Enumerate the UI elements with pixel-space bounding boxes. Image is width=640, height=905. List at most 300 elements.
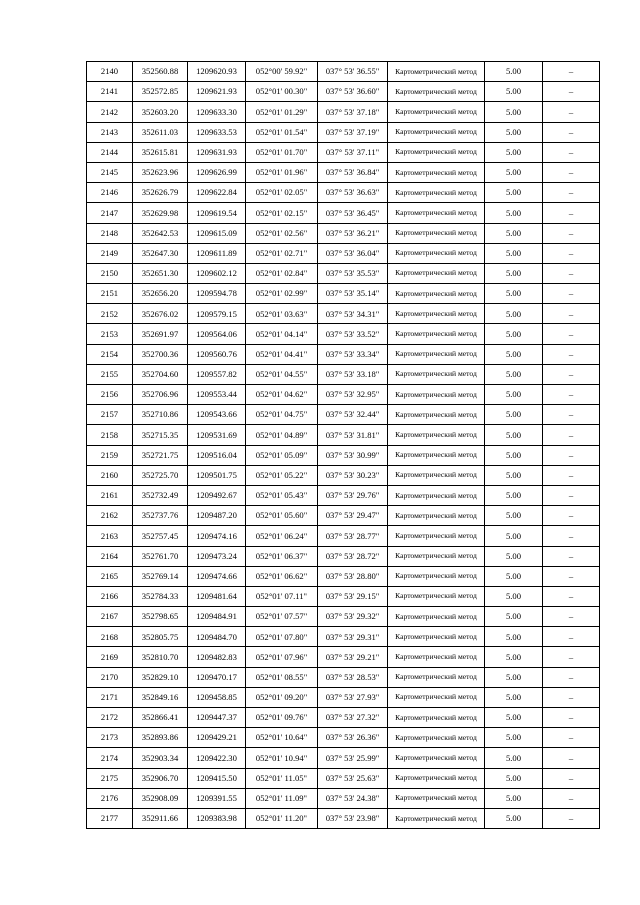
latitude-cell: 052°01' 07.57": [246, 607, 318, 627]
longitude-cell: 037° 53' 37.11": [318, 142, 388, 162]
accuracy-cell: 5.00: [485, 223, 543, 243]
method-cell: Картометрический метод: [388, 566, 485, 586]
method-cell: Картометрический метод: [388, 586, 485, 606]
latitude-cell: 052°01' 01.70": [246, 142, 318, 162]
method-cell: Картометрический метод: [388, 667, 485, 687]
note-cell: –: [543, 506, 600, 526]
accuracy-cell: 5.00: [485, 708, 543, 728]
coord-x-cell: 352761.70: [133, 546, 188, 566]
coord-y-cell: 1209422.30: [188, 748, 246, 768]
longitude-cell: 037° 53' 30.23": [318, 465, 388, 485]
table-row: [87, 566, 600, 586]
latitude-cell: 052°01' 09.76": [246, 708, 318, 728]
latitude-cell: 052°01' 04.14": [246, 324, 318, 344]
method-cell: Картометрический метод: [388, 627, 485, 647]
method-cell: Картометрический метод: [388, 748, 485, 768]
coord-x-cell: 352651.30: [133, 263, 188, 283]
point-number-cell: 2154: [87, 344, 133, 364]
coord-x-cell: 352810.70: [133, 647, 188, 667]
point-number-cell: 2173: [87, 728, 133, 748]
note-cell: –: [543, 546, 600, 566]
coord-y-cell: 1209481.64: [188, 586, 246, 606]
point-number-cell: 2159: [87, 445, 133, 465]
coord-y-cell: 1209579.15: [188, 304, 246, 324]
method-cell: Картометрический метод: [388, 364, 485, 384]
accuracy-cell: 5.00: [485, 485, 543, 505]
point-number-cell: 2148: [87, 223, 133, 243]
point-number-cell: 2140: [87, 62, 133, 82]
accuracy-cell: 5.00: [485, 263, 543, 283]
method-cell: Картометрический метод: [388, 223, 485, 243]
point-number-cell: 2141: [87, 82, 133, 102]
method-cell: Картометрический метод: [388, 728, 485, 748]
point-number-cell: 2176: [87, 788, 133, 808]
note-cell: –: [543, 627, 600, 647]
method-cell: Картометрический метод: [388, 324, 485, 344]
coord-x-cell: 352623.96: [133, 162, 188, 182]
coord-x-cell: 352560.88: [133, 62, 188, 82]
coord-x-cell: 352647.30: [133, 243, 188, 263]
point-number-cell: 2152: [87, 304, 133, 324]
point-number-cell: 2172: [87, 708, 133, 728]
latitude-cell: 052°01' 02.15": [246, 203, 318, 223]
table-row: [87, 263, 600, 283]
longitude-cell: 037° 53' 33.34": [318, 344, 388, 364]
method-cell: Картометрический метод: [388, 344, 485, 364]
longitude-cell: 037° 53' 28.53": [318, 667, 388, 687]
coord-x-cell: 352642.53: [133, 223, 188, 243]
table-row: [87, 203, 600, 223]
method-cell: Картометрический метод: [388, 788, 485, 808]
method-cell: Картометрический метод: [388, 122, 485, 142]
note-cell: –: [543, 808, 600, 828]
point-number-cell: 2161: [87, 485, 133, 505]
accuracy-cell: 5.00: [485, 526, 543, 546]
longitude-cell: 037° 53' 24.38": [318, 788, 388, 808]
longitude-cell: 037° 53' 36.21": [318, 223, 388, 243]
accuracy-cell: 5.00: [485, 62, 543, 82]
longitude-cell: 037° 53' 29.76": [318, 485, 388, 505]
table-row: [87, 687, 600, 707]
accuracy-cell: 5.00: [485, 768, 543, 788]
table-row: [87, 223, 600, 243]
coord-y-cell: 1209619.54: [188, 203, 246, 223]
longitude-cell: 037° 53' 29.47": [318, 506, 388, 526]
table-row: [87, 142, 600, 162]
accuracy-cell: 5.00: [485, 162, 543, 182]
table-row: [87, 748, 600, 768]
table-row: [87, 788, 600, 808]
latitude-cell: 052°01' 05.09": [246, 445, 318, 465]
latitude-cell: 052°01' 11.20": [246, 808, 318, 828]
coord-y-cell: 1209484.91: [188, 607, 246, 627]
coord-x-cell: 352829.10: [133, 667, 188, 687]
longitude-cell: 037° 53' 36.84": [318, 162, 388, 182]
note-cell: –: [543, 768, 600, 788]
note-cell: –: [543, 82, 600, 102]
note-cell: –: [543, 485, 600, 505]
point-number-cell: 2166: [87, 586, 133, 606]
latitude-cell: 052°01' 02.71": [246, 243, 318, 263]
coord-x-cell: 352691.97: [133, 324, 188, 344]
latitude-cell: 052°01' 02.99": [246, 284, 318, 304]
latitude-cell: 052°01' 02.84": [246, 263, 318, 283]
point-number-cell: 2149: [87, 243, 133, 263]
coord-x-cell: 352908.09: [133, 788, 188, 808]
point-number-cell: 2146: [87, 183, 133, 203]
coord-y-cell: 1209564.06: [188, 324, 246, 344]
note-cell: –: [543, 405, 600, 425]
coord-y-cell: 1209458.85: [188, 687, 246, 707]
longitude-cell: 037° 53' 31.81": [318, 425, 388, 445]
note-cell: –: [543, 142, 600, 162]
note-cell: –: [543, 102, 600, 122]
coord-x-cell: 352710.86: [133, 405, 188, 425]
coord-y-cell: 1209492.67: [188, 485, 246, 505]
longitude-cell: 037° 53' 35.14": [318, 284, 388, 304]
table-row: [87, 82, 600, 102]
accuracy-cell: 5.00: [485, 586, 543, 606]
coord-x-cell: 352903.34: [133, 748, 188, 768]
table-row: [87, 667, 600, 687]
point-number-cell: 2144: [87, 142, 133, 162]
note-cell: –: [543, 687, 600, 707]
coordinates-table-body: [87, 62, 600, 829]
method-cell: Картометрический метод: [388, 506, 485, 526]
longitude-cell: 037° 53' 26.36": [318, 728, 388, 748]
coord-y-cell: 1209470.17: [188, 667, 246, 687]
latitude-cell: 052°01' 05.22": [246, 465, 318, 485]
coord-x-cell: 352611.03: [133, 122, 188, 142]
note-cell: –: [543, 62, 600, 82]
method-cell: Картометрический метод: [388, 808, 485, 828]
coord-y-cell: 1209633.53: [188, 122, 246, 142]
coord-x-cell: 352866.41: [133, 708, 188, 728]
method-cell: Картометрический метод: [388, 62, 485, 82]
latitude-cell: 052°01' 11.09": [246, 788, 318, 808]
latitude-cell: 052°01' 07.96": [246, 647, 318, 667]
accuracy-cell: 5.00: [485, 687, 543, 707]
latitude-cell: 052°01' 03.63": [246, 304, 318, 324]
table-row: [87, 364, 600, 384]
coord-x-cell: 352715.35: [133, 425, 188, 445]
note-cell: –: [543, 566, 600, 586]
point-number-cell: 2171: [87, 687, 133, 707]
longitude-cell: 037° 53' 29.21": [318, 647, 388, 667]
coord-y-cell: 1209543.66: [188, 405, 246, 425]
table-row: [87, 708, 600, 728]
coord-x-cell: 352572.85: [133, 82, 188, 102]
table-row: [87, 465, 600, 485]
point-number-cell: 2158: [87, 425, 133, 445]
method-cell: Картометрический метод: [388, 405, 485, 425]
coord-x-cell: 352626.79: [133, 183, 188, 203]
coord-y-cell: 1209557.82: [188, 364, 246, 384]
latitude-cell: 052°01' 10.94": [246, 748, 318, 768]
latitude-cell: 052°01' 08.55": [246, 667, 318, 687]
coord-y-cell: 1209633.30: [188, 102, 246, 122]
point-number-cell: 2175: [87, 768, 133, 788]
accuracy-cell: 5.00: [485, 385, 543, 405]
method-cell: Картометрический метод: [388, 385, 485, 405]
note-cell: –: [543, 607, 600, 627]
longitude-cell: 037° 53' 37.19": [318, 122, 388, 142]
longitude-cell: 037° 53' 36.60": [318, 82, 388, 102]
coord-y-cell: 1209501.75: [188, 465, 246, 485]
coord-x-cell: 352805.75: [133, 627, 188, 647]
method-cell: Картометрический метод: [388, 485, 485, 505]
accuracy-cell: 5.00: [485, 284, 543, 304]
coord-y-cell: 1209516.04: [188, 445, 246, 465]
note-cell: –: [543, 708, 600, 728]
table-row: [87, 405, 600, 425]
note-cell: –: [543, 526, 600, 546]
latitude-cell: 052°01' 01.96": [246, 162, 318, 182]
note-cell: –: [543, 445, 600, 465]
longitude-cell: 037° 53' 30.99": [318, 445, 388, 465]
longitude-cell: 037° 53' 29.15": [318, 586, 388, 606]
note-cell: –: [543, 385, 600, 405]
longitude-cell: 037° 53' 27.32": [318, 708, 388, 728]
accuracy-cell: 5.00: [485, 808, 543, 828]
latitude-cell: 052°01' 01.29": [246, 102, 318, 122]
table-row: [87, 808, 600, 828]
coord-y-cell: 1209626.99: [188, 162, 246, 182]
latitude-cell: 052°01' 10.64": [246, 728, 318, 748]
point-number-cell: 2177: [87, 808, 133, 828]
note-cell: –: [543, 263, 600, 283]
table-row: [87, 607, 600, 627]
coord-x-cell: 352757.45: [133, 526, 188, 546]
latitude-cell: 052°01' 04.55": [246, 364, 318, 384]
point-number-cell: 2157: [87, 405, 133, 425]
method-cell: Картометрический метод: [388, 304, 485, 324]
longitude-cell: 037° 53' 27.93": [318, 687, 388, 707]
note-cell: –: [543, 223, 600, 243]
coord-x-cell: 352732.49: [133, 485, 188, 505]
accuracy-cell: 5.00: [485, 647, 543, 667]
note-cell: –: [543, 748, 600, 768]
latitude-cell: 052°01' 00.30": [246, 82, 318, 102]
latitude-cell: 052°01' 01.54": [246, 122, 318, 142]
note-cell: –: [543, 284, 600, 304]
coord-x-cell: 352700.36: [133, 344, 188, 364]
coord-y-cell: 1209631.93: [188, 142, 246, 162]
coord-y-cell: 1209621.93: [188, 82, 246, 102]
note-cell: –: [543, 788, 600, 808]
latitude-cell: 052°01' 05.60": [246, 506, 318, 526]
note-cell: –: [543, 667, 600, 687]
method-cell: Картометрический метод: [388, 82, 485, 102]
longitude-cell: 037° 53' 36.45": [318, 203, 388, 223]
table-row: [87, 506, 600, 526]
coord-x-cell: 352893.86: [133, 728, 188, 748]
longitude-cell: 037° 53' 35.53": [318, 263, 388, 283]
point-number-cell: 2153: [87, 324, 133, 344]
method-cell: Картометрический метод: [388, 425, 485, 445]
table-row: [87, 284, 600, 304]
latitude-cell: 052°01' 06.62": [246, 566, 318, 586]
longitude-cell: 037° 53' 28.80": [318, 566, 388, 586]
method-cell: Картометрический метод: [388, 546, 485, 566]
method-cell: Картометрический метод: [388, 284, 485, 304]
accuracy-cell: 5.00: [485, 82, 543, 102]
note-cell: –: [543, 344, 600, 364]
latitude-cell: 052°01' 07.80": [246, 627, 318, 647]
point-number-cell: 2151: [87, 284, 133, 304]
accuracy-cell: 5.00: [485, 102, 543, 122]
method-cell: Картометрический метод: [388, 465, 485, 485]
accuracy-cell: 5.00: [485, 183, 543, 203]
note-cell: –: [543, 465, 600, 485]
latitude-cell: 052°01' 02.05": [246, 183, 318, 203]
table-row: [87, 122, 600, 142]
accuracy-cell: 5.00: [485, 344, 543, 364]
accuracy-cell: 5.00: [485, 788, 543, 808]
method-cell: Картометрический метод: [388, 445, 485, 465]
table-row: [87, 526, 600, 546]
longitude-cell: 037° 53' 34.31": [318, 304, 388, 324]
note-cell: –: [543, 162, 600, 182]
latitude-cell: 052°01' 05.43": [246, 485, 318, 505]
coord-x-cell: 352629.98: [133, 203, 188, 223]
note-cell: –: [543, 183, 600, 203]
accuracy-cell: 5.00: [485, 425, 543, 445]
method-cell: Картометрический метод: [388, 203, 485, 223]
note-cell: –: [543, 304, 600, 324]
accuracy-cell: 5.00: [485, 566, 543, 586]
accuracy-cell: 5.00: [485, 304, 543, 324]
coord-x-cell: 352725.70: [133, 465, 188, 485]
note-cell: –: [543, 728, 600, 748]
table-row: [87, 425, 600, 445]
point-number-cell: 2169: [87, 647, 133, 667]
coord-y-cell: 1209622.84: [188, 183, 246, 203]
point-number-cell: 2174: [87, 748, 133, 768]
method-cell: Картометрический метод: [388, 263, 485, 283]
accuracy-cell: 5.00: [485, 243, 543, 263]
longitude-cell: 037° 53' 29.31": [318, 627, 388, 647]
point-number-cell: 2170: [87, 667, 133, 687]
method-cell: Картометрический метод: [388, 607, 485, 627]
note-cell: –: [543, 425, 600, 445]
longitude-cell: 037° 53' 37.18": [318, 102, 388, 122]
coord-y-cell: 1209594.78: [188, 284, 246, 304]
table-row: [87, 647, 600, 667]
coord-y-cell: 1209531.69: [188, 425, 246, 445]
latitude-cell: 052°01' 04.41": [246, 344, 318, 364]
latitude-cell: 052°01' 04.89": [246, 425, 318, 445]
method-cell: Картометрический метод: [388, 647, 485, 667]
note-cell: –: [543, 586, 600, 606]
latitude-cell: 052°01' 06.37": [246, 546, 318, 566]
longitude-cell: 037° 53' 28.77": [318, 526, 388, 546]
coord-x-cell: 352906.70: [133, 768, 188, 788]
point-number-cell: 2143: [87, 122, 133, 142]
coord-y-cell: 1209620.93: [188, 62, 246, 82]
latitude-cell: 052°01' 04.62": [246, 385, 318, 405]
accuracy-cell: 5.00: [485, 405, 543, 425]
coord-x-cell: 352603.20: [133, 102, 188, 122]
table-row: [87, 344, 600, 364]
method-cell: Картометрический метод: [388, 768, 485, 788]
coord-x-cell: 352704.60: [133, 364, 188, 384]
coord-x-cell: 352676.02: [133, 304, 188, 324]
coord-y-cell: 1209473.24: [188, 546, 246, 566]
table-row: [87, 586, 600, 606]
point-number-cell: 2160: [87, 465, 133, 485]
note-cell: –: [543, 243, 600, 263]
note-cell: –: [543, 364, 600, 384]
note-cell: –: [543, 203, 600, 223]
method-cell: Картометрический метод: [388, 687, 485, 707]
table-row: [87, 62, 600, 82]
latitude-cell: 052°01' 11.05": [246, 768, 318, 788]
coord-y-cell: 1209615.09: [188, 223, 246, 243]
coord-y-cell: 1209429.21: [188, 728, 246, 748]
coord-x-cell: 352656.20: [133, 284, 188, 304]
latitude-cell: 052°01' 04.75": [246, 405, 318, 425]
table-row: [87, 324, 600, 344]
coord-y-cell: 1209560.76: [188, 344, 246, 364]
table-row: [87, 728, 600, 748]
coord-x-cell: 352798.65: [133, 607, 188, 627]
coord-x-cell: 352737.76: [133, 506, 188, 526]
coord-y-cell: 1209611.89: [188, 243, 246, 263]
longitude-cell: 037° 53' 33.52": [318, 324, 388, 344]
coord-x-cell: 352706.96: [133, 385, 188, 405]
table-row: [87, 546, 600, 566]
method-cell: Картометрический метод: [388, 526, 485, 546]
coord-x-cell: 352784.33: [133, 586, 188, 606]
point-number-cell: 2163: [87, 526, 133, 546]
point-number-cell: 2168: [87, 627, 133, 647]
method-cell: Картометрический метод: [388, 243, 485, 263]
coord-y-cell: 1209482.83: [188, 647, 246, 667]
accuracy-cell: 5.00: [485, 122, 543, 142]
table-row: [87, 768, 600, 788]
coord-y-cell: 1209474.16: [188, 526, 246, 546]
accuracy-cell: 5.00: [485, 607, 543, 627]
point-number-cell: 2150: [87, 263, 133, 283]
accuracy-cell: 5.00: [485, 546, 543, 566]
coord-y-cell: 1209415.50: [188, 768, 246, 788]
accuracy-cell: 5.00: [485, 627, 543, 647]
longitude-cell: 037° 53' 25.63": [318, 768, 388, 788]
coordinates-table: [86, 61, 600, 829]
accuracy-cell: 5.00: [485, 324, 543, 344]
point-number-cell: 2162: [87, 506, 133, 526]
accuracy-cell: 5.00: [485, 364, 543, 384]
note-cell: –: [543, 647, 600, 667]
point-number-cell: 2156: [87, 385, 133, 405]
longitude-cell: 037° 53' 36.04": [318, 243, 388, 263]
longitude-cell: 037° 53' 36.63": [318, 183, 388, 203]
point-number-cell: 2142: [87, 102, 133, 122]
longitude-cell: 037° 53' 25.99": [318, 748, 388, 768]
table-row: [87, 485, 600, 505]
coord-x-cell: 352769.14: [133, 566, 188, 586]
table-row: [87, 162, 600, 182]
longitude-cell: 037° 53' 29.32": [318, 607, 388, 627]
latitude-cell: 052°00' 59.92": [246, 62, 318, 82]
coord-y-cell: 1209602.12: [188, 263, 246, 283]
table-row: [87, 243, 600, 263]
latitude-cell: 052°01' 09.20": [246, 687, 318, 707]
longitude-cell: 037° 53' 32.44": [318, 405, 388, 425]
longitude-cell: 037° 53' 28.72": [318, 546, 388, 566]
point-number-cell: 2165: [87, 566, 133, 586]
